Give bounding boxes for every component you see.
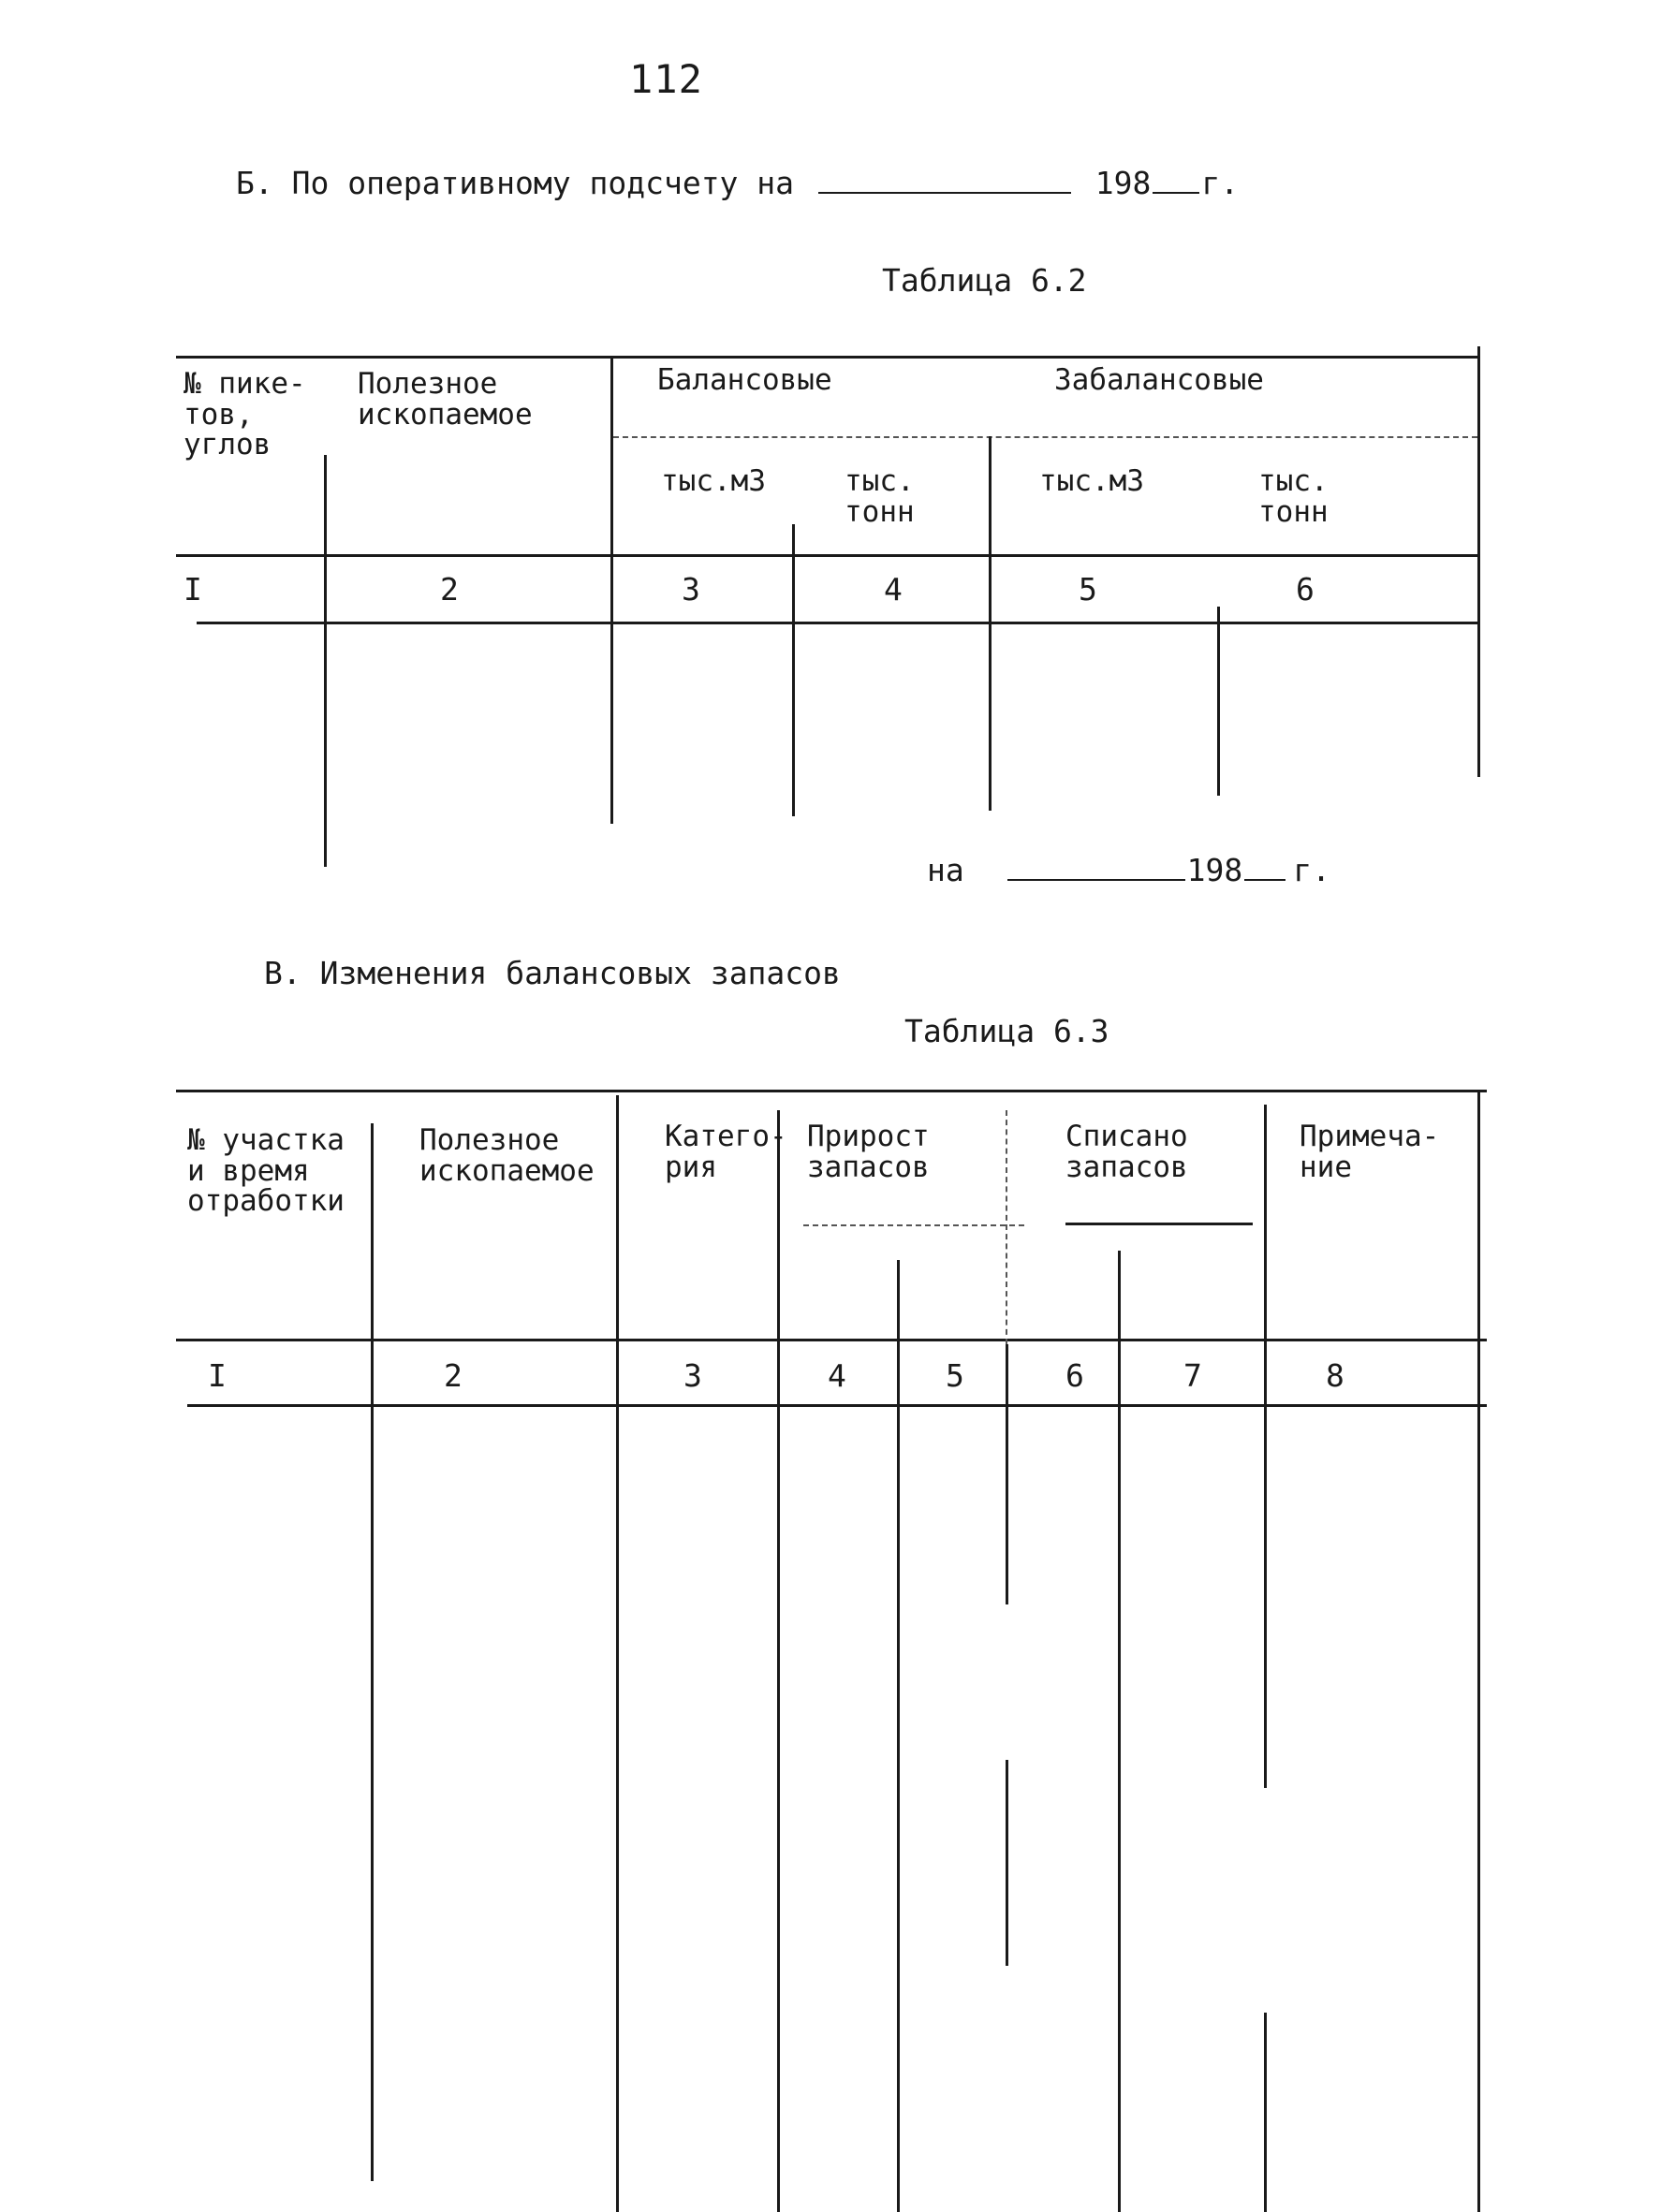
table-column-rule (1006, 1760, 1008, 1966)
column-number: 7 (1183, 1357, 1202, 1394)
table-column-rule (616, 1095, 619, 2212)
table-rule (613, 436, 1477, 438)
column-number: 2 (444, 1357, 463, 1394)
table-6-2-caption: Таблица 6.2 (882, 262, 1087, 299)
header-mineral: Полезное ископаемое (358, 367, 533, 432)
table-column-rule (1264, 2013, 1267, 2212)
section-b-suffix: г. (1201, 165, 1240, 201)
table-column-rule (792, 524, 795, 816)
column-number: 2 (440, 571, 459, 608)
column-number: 6 (1065, 1357, 1084, 1394)
table-column-rule (324, 455, 327, 867)
header-thousand-tons-off: тыс. тонн (1258, 464, 1329, 529)
table-column-rule (989, 436, 992, 811)
table-rule (187, 1404, 1487, 1407)
column-number: 4 (828, 1357, 846, 1394)
column-number: 5 (1079, 571, 1097, 608)
table-column-rule (1006, 1344, 1008, 1604)
table-rule (1065, 1223, 1253, 1225)
column-number: 3 (682, 571, 700, 608)
header-thousand-tons: тыс. тонн (845, 464, 915, 529)
table-column-rule (371, 1123, 374, 2181)
table-rule (197, 622, 1477, 624)
section-v-heading: В. Изменения балансовых запасов (264, 955, 841, 991)
column-number: 4 (884, 571, 903, 608)
year-blank (1244, 875, 1285, 881)
header-section-number: № участка и время отработки (187, 1123, 345, 1219)
section-b-text: Б. По оперативному подсчету на (236, 165, 795, 201)
date-line-suffix: г. (1293, 852, 1330, 888)
table-column-rule (1217, 607, 1220, 796)
table-rule (176, 1090, 1487, 1092)
header-picket-number: № пике- тов, углов (184, 367, 306, 462)
date-blank (818, 188, 1071, 194)
header-mineral: Полезное ископаемое (419, 1123, 595, 1188)
table-rule (176, 356, 1477, 359)
table-column-rule (1006, 1110, 1007, 1344)
date-line-prefix: на (927, 852, 964, 888)
column-number: I (184, 571, 202, 608)
year-blank (1153, 188, 1199, 194)
date-line (927, 854, 1330, 887)
header-thousand-m3-off: тыс.м3 (1039, 464, 1144, 498)
table-6-3-caption: Таблица 6.3 (904, 1013, 1109, 1049)
header-note: Примеча- ние (1300, 1120, 1440, 1184)
table-column-rule (610, 356, 613, 824)
header-category: Катего- рия (665, 1120, 787, 1184)
table-column-rule (1264, 1105, 1267, 1788)
table-rule (176, 554, 1477, 557)
header-reserve-increase: Прирост запасов (807, 1120, 930, 1184)
table-column-rule (1477, 346, 1480, 777)
date-line-year: 198 (1186, 852, 1243, 888)
header-balance: Балансовые (657, 363, 832, 397)
date-blank (1007, 875, 1185, 881)
table-column-rule (1477, 1090, 1480, 2212)
header-thousand-m3: тыс.м3 (661, 464, 766, 498)
column-number: 3 (683, 1357, 702, 1394)
page-number: 112 (629, 56, 703, 102)
header-off-balance: Забалансовые (1054, 363, 1264, 397)
table-column-rule (897, 1260, 900, 2212)
column-number: 5 (946, 1357, 964, 1394)
column-number: I (208, 1357, 227, 1394)
header-reserves-written-off: Списано запасов (1065, 1120, 1188, 1184)
table-column-rule (1118, 1251, 1121, 2212)
section-b-heading (236, 167, 1239, 200)
table-column-rule (777, 1110, 780, 2212)
column-number: 6 (1296, 571, 1315, 608)
table-rule (803, 1224, 1024, 1226)
column-number: 8 (1326, 1357, 1344, 1394)
section-b-year: 198 (1094, 165, 1152, 201)
